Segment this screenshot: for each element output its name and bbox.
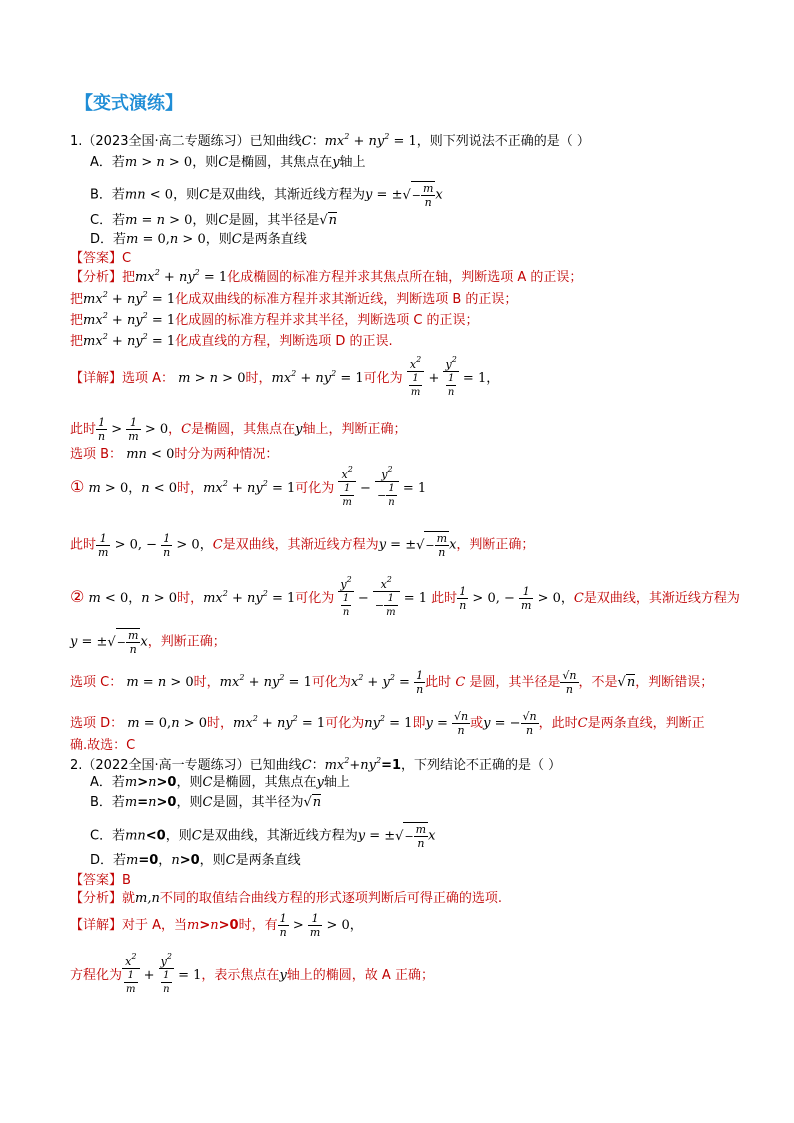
q1-analysis-2: 把$mx^2 + ny^2 = 1$化成双曲线的标准方程并求其渐近线，判断选项 B 的正误； xyxy=(70,290,518,307)
q2-option-c: C．若mn<0，则C是双曲线，其渐近线方程为y = ±√− $\frac{m}{n}$ x xyxy=(90,823,436,850)
q1-detail-d: 选项 D： m = 0,n > 0时，$mx^2 + ny^2 = 1$可化为$ny^2 = 1$即y = $\frac{√n}{n}$ 或y = − $\frac{√n}{n}$ ，此时C是两条直线，判断正 xyxy=(70,710,705,737)
q1-detail-b-case1: ① m > 0，n < 0时，$mx^2 + ny^2 = 1$可化为 $\frac{x^2}{\frac{1}{m}}$ − $y^2$ − $\frac{1}{n}$ = 1 xyxy=(70,465,427,508)
q2-stem: 2.（2022全国·高一专题练习）已知曲线C：$mx^2+ny^2=1$，下列结论不正确的是（ ） xyxy=(70,756,562,773)
q1-option-c: C．若m = n > 0，则C是圆，其半径是√n xyxy=(90,213,338,228)
q1-detail-a2: 此时 $\frac{1}{n}$ > $\frac{1}{m}$ > 0，C是椭圆，其焦点在y轴上，判断正确； xyxy=(70,416,407,443)
q1-analysis-4: 把$mx^2 + ny^2 = 1$化成直线的方程，判断选项 D 的正误. xyxy=(70,332,393,349)
q1-detail-b: 选项 B： mn < 0时分为两种情况： xyxy=(70,447,279,462)
q2-option-b: B．若m=n>0，则C是圆，其半径为√n xyxy=(90,795,322,810)
q1-detail-b-case1b: 此时 $\frac{1}{m}$ > 0, − $\frac{1}{n}$ > 0，C是双曲线，其渐近线方程为y = ±√− $\frac{m}{n}$ x，判断正确； xyxy=(70,531,535,559)
q1-detail-d2: 确.故选：C xyxy=(70,738,136,753)
q2-option-d: D．若m=0，n>0，则C是两条直线 xyxy=(90,853,301,868)
q1-stem: 1.（2023全国·高二专题练习）已知曲线C：$mx^2 + ny^2 = 1$，则下列说法不正确的是（ ） xyxy=(70,132,590,149)
q1-detail-c: 选项 C： m = n > 0时，$mx^2 + ny^2 = 1$可化为$x^2 + y^2$ = $\frac{1}{n}$ 此时 C 是圆，其半径是 $\frac{√n}{n}$ ，不是√n，判断错误； xyxy=(70,669,714,696)
q1-detail-a: 【详解】选项 A： m > n > 0时，$mx^2 + ny^2 = 1$可化为 $\frac{x^2}{\frac{1}{m}}$ + $\frac{y^2}{\frac{1}{n}}$ = 1， xyxy=(70,355,500,398)
q1-answer: 【答案】C xyxy=(70,251,132,266)
q1-option-d: D．若m = 0,n > 0，则C是两条直线 xyxy=(90,232,307,247)
q1-stem-prefix: 1.（2023全国·高二专题练习）已知曲线 xyxy=(70,134,302,149)
q1-option-a: A．若m > n > 0，则C是椭圆，其焦点在y轴上 xyxy=(90,155,366,170)
q1-analysis-1: 【分析】把$mx^2 + ny^2 = 1$化成椭圆的标准方程并求其焦点所在轴，判断选项 A 的正误； xyxy=(70,268,583,285)
q1-detail-b-case2: ② m < 0，n > 0时，$mx^2 + ny^2 = 1$可化为 $\frac{y^2}{\frac{1}{n}}$ − $x^2$ − $\frac{1}{m}$ = 1 此时 $\frac{1}{n}$ > 0, − $\frac{1}{m}$ > 0，C是双曲线，其渐近线方程为 xyxy=(70,575,740,618)
q1-stem-suffix: ，则下列说法不正确的是（ ） xyxy=(416,134,590,149)
q1-option-b: B．若mn < 0，则C是双曲线，其渐近线方程为y = ±√− $\frac{m}{n}$ x xyxy=(90,182,443,209)
q2-detail-2: 方程化为 $\frac{x^2}{\frac{1}{m}}$ + $\frac{y^2}{\frac{1}{n}}$ = 1，表示焦点在y轴上的椭圆，故 A 正确； xyxy=(70,952,434,995)
q2-detail-1: 【详解】对于 A，当m>n>0时，有 $\frac{1}{n}$ > $\frac{1}{m}$ > 0， xyxy=(70,912,363,939)
q1-analysis-3: 把$mx^2 + ny^2 = 1$化成圆的标准方程并求其半径，判断选项 C 的正误； xyxy=(70,311,479,328)
section-header: 【变式演练】 xyxy=(75,93,183,114)
q2-option-a: A．若m>n>0，则C是椭圆，其焦点在y轴上 xyxy=(90,775,350,790)
q1-detail-b-case2b: y = ±√− $\frac{m}{n}$ x，判断正确； xyxy=(70,629,226,656)
q2-answer: 【答案】B xyxy=(70,873,131,888)
q2-analysis: 【分析】就m,n不同的取值结合曲线方程的形式逐项判断后可得正确的选项. xyxy=(70,891,503,906)
